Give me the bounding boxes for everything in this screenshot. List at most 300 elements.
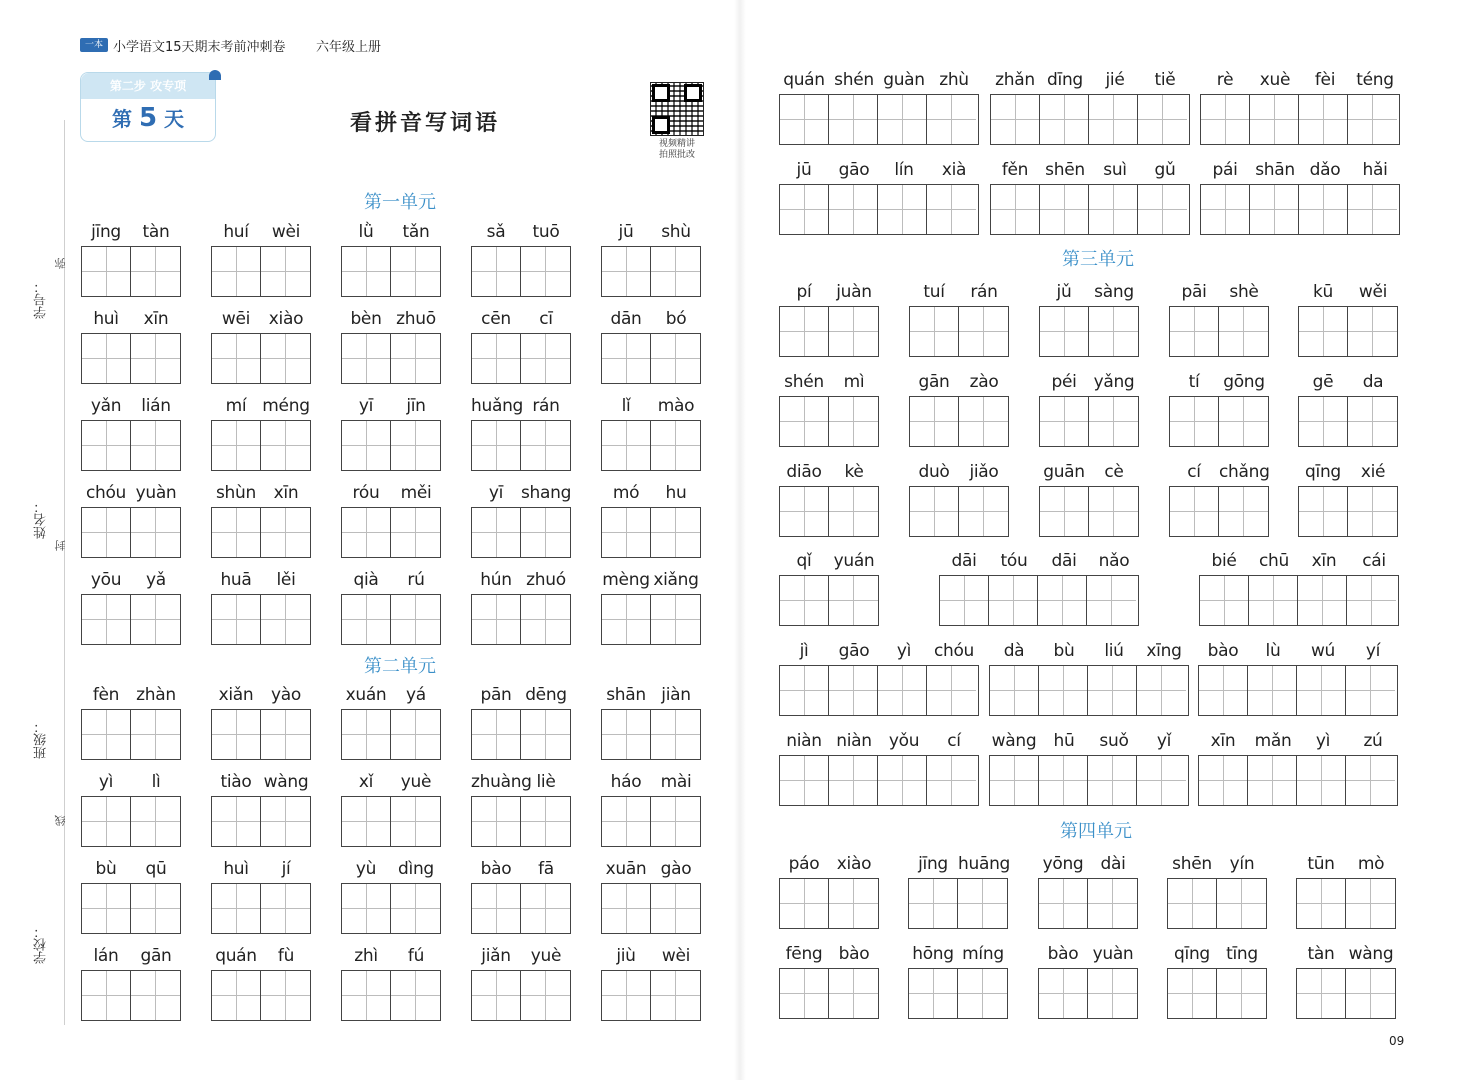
answer-box[interactable] <box>212 797 261 846</box>
answer-box[interactable] <box>342 797 391 846</box>
answer-box[interactable] <box>602 247 651 296</box>
answer-box[interactable] <box>521 334 570 383</box>
pinyin-row <box>601 944 701 968</box>
day-label <box>81 103 215 133</box>
answer-box[interactable] <box>651 334 700 383</box>
answer-box[interactable] <box>602 508 651 557</box>
answer-box[interactable] <box>1039 879 1088 928</box>
answer-box[interactable] <box>521 710 570 759</box>
pinyin-syllable: huí <box>223 222 249 242</box>
answer-box[interactable] <box>651 971 700 1020</box>
answer-box[interactable] <box>927 756 976 805</box>
answer-box[interactable] <box>1217 969 1266 1018</box>
answer-box[interactable] <box>1299 95 1348 144</box>
pinyin-syllable: lì <box>151 772 161 792</box>
pinyin-syllable: duò <box>918 462 950 482</box>
answer-box[interactable] <box>131 710 180 759</box>
answer-box[interactable] <box>780 969 829 1018</box>
answer-box[interactable] <box>927 95 976 144</box>
answer-box[interactable] <box>342 334 391 383</box>
answer-box[interactable] <box>342 884 391 933</box>
series-title: 小学语文15天期末考前冲刺卷 <box>113 40 286 55</box>
answer-box[interactable] <box>958 969 1007 1018</box>
answer-box[interactable] <box>1200 576 1249 625</box>
answer-box[interactable] <box>602 971 651 1020</box>
answer-box[interactable] <box>1217 879 1266 928</box>
answer-box[interactable] <box>910 307 959 356</box>
answer-box[interactable] <box>829 307 878 356</box>
word-item <box>990 68 1190 145</box>
pinyin-syllable: hu <box>665 483 687 503</box>
answer-box[interactable] <box>829 756 878 805</box>
answer-box[interactable] <box>1348 487 1397 536</box>
writing-grid <box>779 575 879 626</box>
answer-box[interactable] <box>602 334 651 383</box>
answer-box[interactable] <box>1040 307 1089 356</box>
answer-box[interactable] <box>1040 185 1089 234</box>
pinyin-row <box>1296 852 1396 876</box>
answer-box[interactable] <box>472 595 521 644</box>
answer-box[interactable] <box>1250 185 1299 234</box>
answer-box[interactable] <box>1040 95 1089 144</box>
answer-box[interactable] <box>82 797 131 846</box>
word-item <box>81 394 181 471</box>
pinyin-syllable: qīng <box>1174 944 1210 964</box>
answer-box[interactable] <box>82 710 131 759</box>
answer-box[interactable] <box>1138 185 1187 234</box>
unit-title: 第一单元 <box>364 192 436 213</box>
answer-box[interactable] <box>342 710 391 759</box>
answer-box[interactable] <box>1219 487 1268 536</box>
word-item <box>779 280 879 357</box>
answer-box[interactable] <box>1297 969 1346 1018</box>
answer-box[interactable] <box>212 971 261 1020</box>
pinyin-syllable: jiù <box>616 946 636 966</box>
pinyin-row <box>1038 852 1138 876</box>
answer-box[interactable] <box>1040 397 1089 446</box>
pinyin-row <box>601 307 701 331</box>
answer-box[interactable] <box>829 666 878 715</box>
answer-box[interactable] <box>1199 756 1248 805</box>
answer-box[interactable] <box>1201 95 1250 144</box>
answer-box[interactable] <box>1170 307 1219 356</box>
answer-box[interactable] <box>472 884 521 933</box>
word-item <box>1198 639 1398 716</box>
answer-box[interactable] <box>1249 576 1298 625</box>
answer-box[interactable] <box>909 879 958 928</box>
answer-box[interactable] <box>1297 756 1346 805</box>
answer-box[interactable] <box>602 421 651 470</box>
answer-box[interactable] <box>959 307 1008 356</box>
answer-box[interactable] <box>261 595 310 644</box>
answer-box[interactable] <box>521 971 570 1020</box>
answer-box[interactable] <box>1299 397 1348 446</box>
pinyin-syllable: da <box>1362 372 1384 392</box>
pinyin-row <box>908 852 1011 876</box>
writing-grid <box>779 968 879 1019</box>
answer-box[interactable] <box>651 595 700 644</box>
answer-box[interactable] <box>909 969 958 1018</box>
answer-box[interactable] <box>342 508 391 557</box>
answer-box[interactable] <box>131 508 180 557</box>
answer-box[interactable] <box>1346 879 1395 928</box>
answer-box[interactable] <box>780 576 829 625</box>
writing-grid <box>81 709 181 760</box>
word-item <box>1169 460 1269 537</box>
answer-box[interactable] <box>780 666 829 715</box>
pinyin-syllable: bào <box>1047 944 1079 964</box>
answer-box[interactable] <box>472 971 521 1020</box>
answer-box[interactable] <box>342 595 391 644</box>
answer-box[interactable] <box>991 95 1040 144</box>
pinyin-row <box>601 481 701 505</box>
answer-box[interactable] <box>1038 576 1087 625</box>
answer-box[interactable] <box>342 247 391 296</box>
pinyin-syllable: tūn <box>1307 854 1335 874</box>
answer-box[interactable] <box>829 95 878 144</box>
pinyin-row <box>779 549 879 573</box>
answer-box[interactable] <box>131 334 180 383</box>
answer-box[interactable] <box>1137 666 1186 715</box>
answer-box[interactable] <box>1138 95 1187 144</box>
pinyin-row <box>341 857 441 881</box>
answer-box[interactable] <box>927 185 976 234</box>
answer-box[interactable] <box>878 666 927 715</box>
answer-box[interactable] <box>261 884 310 933</box>
answer-box[interactable] <box>651 508 700 557</box>
answer-box[interactable] <box>990 756 1039 805</box>
answer-box[interactable] <box>261 247 310 296</box>
answer-box[interactable] <box>829 185 878 234</box>
answer-box[interactable] <box>1299 487 1348 536</box>
answer-box[interactable] <box>472 247 521 296</box>
answer-box[interactable] <box>521 884 570 933</box>
writing-grid <box>471 709 571 760</box>
answer-box[interactable] <box>1089 487 1138 536</box>
answer-box[interactable] <box>391 971 440 1020</box>
pinyin-syllable: xuān <box>605 859 647 879</box>
answer-box[interactable] <box>521 595 570 644</box>
pinyin-syllable: jū <box>618 222 634 242</box>
answer-box[interactable] <box>1248 666 1297 715</box>
pinyin-syllable: róu <box>352 483 380 503</box>
answer-box[interactable] <box>780 879 829 928</box>
answer-box[interactable] <box>1297 666 1346 715</box>
answer-box[interactable] <box>521 797 570 846</box>
answer-box[interactable] <box>391 421 440 470</box>
answer-box[interactable] <box>1088 879 1137 928</box>
qr-caption-line: 拍照批改 <box>658 150 695 160</box>
writing-grid <box>211 709 311 760</box>
pinyin-syllable: wàng <box>1348 944 1394 964</box>
writing-grid <box>471 246 571 297</box>
answer-box[interactable] <box>602 884 651 933</box>
answer-box[interactable] <box>82 595 131 644</box>
answer-box[interactable] <box>1348 307 1397 356</box>
pinyin-syllable: fěn <box>1001 160 1029 180</box>
word-item <box>1296 942 1396 1019</box>
page-title: 看拼音写词语 <box>350 111 501 136</box>
word-item <box>779 549 879 626</box>
answer-box[interactable] <box>261 971 310 1020</box>
answer-box[interactable] <box>878 185 927 234</box>
answer-box[interactable] <box>521 421 570 470</box>
answer-box[interactable] <box>940 576 989 625</box>
qr-caption <box>650 139 704 161</box>
pinyin-row <box>211 394 311 418</box>
answer-box[interactable] <box>212 334 261 383</box>
pinyin-syllable: bó <box>665 309 687 329</box>
pinyin-row <box>909 280 1009 304</box>
answer-box[interactable] <box>651 797 700 846</box>
answer-box[interactable] <box>82 971 131 1020</box>
answer-box[interactable] <box>521 508 570 557</box>
answer-box[interactable] <box>602 595 651 644</box>
pinyin-syllable: lěi <box>276 570 296 590</box>
pinyin-syllable: mì <box>843 372 865 392</box>
answer-box[interactable] <box>1201 185 1250 234</box>
pinyin-syllable: jīng <box>918 854 948 874</box>
pinyin-syllable: mí <box>225 396 247 416</box>
answer-box[interactable] <box>1039 666 1088 715</box>
answer-box[interactable] <box>651 710 700 759</box>
pinyin-row <box>1167 942 1267 966</box>
pinyin-syllable: méng <box>262 396 310 416</box>
answer-box[interactable] <box>212 710 261 759</box>
answer-box[interactable] <box>959 397 1008 446</box>
pinyin-row <box>1198 729 1398 753</box>
answer-box[interactable] <box>1299 185 1348 234</box>
answer-box[interactable] <box>391 508 440 557</box>
answer-box[interactable] <box>391 334 440 383</box>
pinyin-syllable: qīng <box>1305 462 1341 482</box>
answer-box[interactable] <box>1168 969 1217 1018</box>
answer-box[interactable] <box>927 666 976 715</box>
pinyin-row <box>1039 370 1139 394</box>
answer-box[interactable] <box>82 247 131 296</box>
answer-box[interactable] <box>959 487 1008 536</box>
answer-box[interactable] <box>391 247 440 296</box>
answer-box[interactable] <box>391 797 440 846</box>
answer-box[interactable] <box>878 95 927 144</box>
pinyin-row <box>779 280 879 304</box>
pinyin-syllable: jì <box>799 641 809 661</box>
pinyin-row <box>81 481 181 505</box>
answer-box[interactable] <box>780 397 829 446</box>
answer-box[interactable] <box>472 334 521 383</box>
answer-box[interactable] <box>1219 307 1268 356</box>
pinyin-row <box>909 460 1009 484</box>
answer-box[interactable] <box>131 595 180 644</box>
writing-grid <box>1298 306 1398 357</box>
answer-box[interactable] <box>829 487 878 536</box>
answer-box[interactable] <box>1088 969 1137 1018</box>
word-item <box>211 568 311 645</box>
answer-box[interactable] <box>991 185 1040 234</box>
pinyin-syllable: shùn <box>216 483 256 503</box>
answer-box[interactable] <box>342 971 391 1020</box>
pinyin-syllable: kū <box>1312 282 1334 302</box>
pinyin-row <box>908 942 1008 966</box>
answer-box[interactable] <box>212 508 261 557</box>
answer-box[interactable] <box>1170 487 1219 536</box>
word-item <box>81 481 181 558</box>
pinyin-row <box>779 729 979 753</box>
answer-box[interactable] <box>391 884 440 933</box>
answer-box[interactable] <box>1039 969 1088 1018</box>
pinyin-syllable: hún <box>480 570 512 590</box>
pinyin-row <box>1039 460 1139 484</box>
answer-box[interactable] <box>1089 397 1138 446</box>
answer-box[interactable] <box>829 576 878 625</box>
pinyin-syllable: chǎng <box>1219 462 1270 482</box>
answer-box[interactable] <box>1089 185 1138 234</box>
answer-box[interactable] <box>1348 95 1397 144</box>
answer-box[interactable] <box>829 969 878 1018</box>
pinyin-row <box>990 158 1190 182</box>
answer-box[interactable] <box>1219 397 1268 446</box>
answer-box[interactable] <box>602 797 651 846</box>
answer-box[interactable] <box>521 247 570 296</box>
writing-grid <box>81 420 181 471</box>
answer-box[interactable] <box>1250 95 1299 144</box>
answer-box[interactable] <box>1088 756 1137 805</box>
answer-box[interactable] <box>82 334 131 383</box>
writing-grid <box>779 486 879 537</box>
answer-box[interactable] <box>261 508 310 557</box>
answer-box[interactable] <box>472 797 521 846</box>
answer-box[interactable] <box>1089 307 1138 356</box>
writing-grid <box>341 709 441 760</box>
pinyin-syllable: fèn <box>92 685 120 705</box>
answer-box[interactable] <box>1089 95 1138 144</box>
answer-box[interactable] <box>990 666 1039 715</box>
answer-box[interactable] <box>780 756 829 805</box>
answer-box[interactable] <box>261 797 310 846</box>
answer-box[interactable] <box>131 247 180 296</box>
pinyin-row <box>779 639 979 663</box>
writing-grid <box>341 420 441 471</box>
pinyin-row <box>1169 370 1269 394</box>
answer-box[interactable] <box>958 879 1007 928</box>
answer-box[interactable] <box>131 421 180 470</box>
pinyin-syllable: chóu <box>933 641 975 661</box>
answer-box[interactable] <box>1168 879 1217 928</box>
answer-box[interactable] <box>391 710 440 759</box>
writing-grid <box>601 796 701 847</box>
answer-box[interactable] <box>261 710 310 759</box>
answer-box[interactable] <box>1347 576 1396 625</box>
pinyin-row <box>471 481 571 505</box>
qr-code-icon[interactable] <box>650 82 704 136</box>
pinyin-syllable: xīn <box>273 483 299 503</box>
answer-box[interactable] <box>829 397 878 446</box>
answer-box[interactable] <box>212 247 261 296</box>
answer-box[interactable] <box>472 508 521 557</box>
answer-box[interactable] <box>391 595 440 644</box>
answer-box[interactable] <box>1348 397 1397 446</box>
pinyin-syllable: páo <box>788 854 820 874</box>
answer-box[interactable] <box>1299 307 1348 356</box>
answer-box[interactable] <box>1298 576 1347 625</box>
pinyin-syllable: pān <box>480 685 512 705</box>
pinyin-syllable: yuán <box>833 551 875 571</box>
answer-box[interactable] <box>212 884 261 933</box>
answer-box[interactable] <box>1346 666 1395 715</box>
answer-box[interactable] <box>1348 185 1397 234</box>
writing-grid <box>909 486 1009 537</box>
pinyin-syllable: qū <box>145 859 167 879</box>
pinyin-syllable: kè <box>844 462 864 482</box>
writing-grid <box>1298 486 1398 537</box>
answer-box[interactable] <box>780 487 829 536</box>
answer-box[interactable] <box>1039 756 1088 805</box>
answer-box[interactable] <box>1346 969 1395 1018</box>
answer-box[interactable] <box>651 247 700 296</box>
answer-box[interactable] <box>1248 756 1297 805</box>
answer-box[interactable] <box>780 95 829 144</box>
answer-box[interactable] <box>1199 666 1248 715</box>
answer-box[interactable] <box>1088 666 1137 715</box>
pinyin-syllable: tóu <box>1000 551 1028 571</box>
answer-box[interactable] <box>131 797 180 846</box>
answer-box[interactable] <box>829 879 878 928</box>
pinyin-syllable: zhàn <box>136 685 176 705</box>
pinyin-row <box>471 683 571 707</box>
pinyin-syllable: yuè <box>530 946 562 966</box>
answer-box[interactable] <box>472 421 521 470</box>
answer-box[interactable] <box>1137 756 1186 805</box>
answer-box[interactable] <box>1170 397 1219 446</box>
answer-box[interactable] <box>82 508 131 557</box>
pinyin-syllable: shù <box>661 222 691 242</box>
pinyin-syllable: dài <box>1100 854 1126 874</box>
answer-box[interactable] <box>602 710 651 759</box>
answer-box[interactable] <box>1040 487 1089 536</box>
pinyin-row <box>1039 280 1139 304</box>
pinyin-syllable: jí <box>281 859 291 879</box>
pinyin-syllable: qià <box>353 570 379 590</box>
answer-box[interactable] <box>131 971 180 1020</box>
writing-grid <box>601 507 701 558</box>
word-item <box>341 568 441 645</box>
answer-box[interactable] <box>261 421 310 470</box>
answer-box[interactable] <box>82 884 131 933</box>
answer-box[interactable] <box>212 421 261 470</box>
pinyin-row <box>471 307 571 331</box>
answer-box[interactable] <box>651 421 700 470</box>
answer-box[interactable] <box>878 756 927 805</box>
answer-box[interactable] <box>780 307 829 356</box>
answer-box[interactable] <box>131 884 180 933</box>
word-item <box>989 729 1189 806</box>
answer-box[interactable] <box>82 421 131 470</box>
answer-box[interactable] <box>910 397 959 446</box>
answer-box[interactable] <box>212 595 261 644</box>
answer-box[interactable] <box>342 421 391 470</box>
answer-box[interactable] <box>910 487 959 536</box>
answer-box[interactable] <box>1346 756 1395 805</box>
answer-box[interactable] <box>1087 576 1136 625</box>
writing-grid <box>81 333 181 384</box>
answer-box[interactable] <box>651 884 700 933</box>
answer-box[interactable] <box>261 334 310 383</box>
pinyin-syllable: cí <box>947 731 961 751</box>
answer-box[interactable] <box>780 185 829 234</box>
answer-box[interactable] <box>989 576 1038 625</box>
answer-box[interactable] <box>472 710 521 759</box>
answer-box[interactable] <box>1297 879 1346 928</box>
